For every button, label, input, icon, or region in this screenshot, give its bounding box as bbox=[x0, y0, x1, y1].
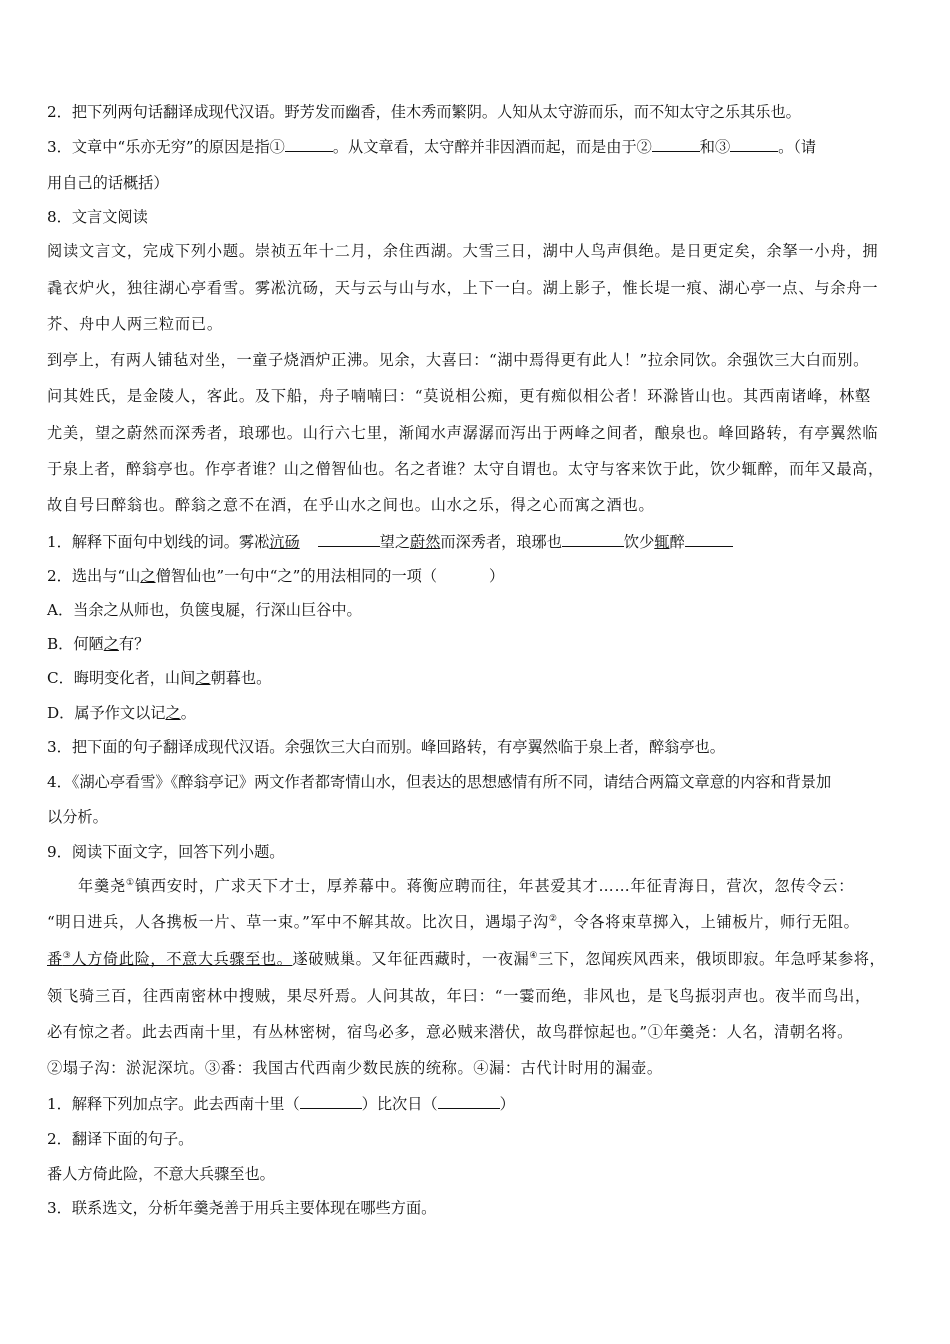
q8-3-line: 3．把下面的句子翻译成现代汉语。余强饮三大白而别。峰回路转，有亭翼然临于泉上者，醉翁亭也。 bbox=[47, 738, 725, 756]
option-c: C．晦明变化者，山间之朝暮也。 bbox=[47, 669, 272, 687]
option-d: D．属予作文以记之。 bbox=[47, 704, 196, 722]
passage-line: 问其姓氏，是金陵人，客此。及下船，舟子喃喃曰：“莫说相公痴，更有痴似相公者！环滁皆山也。其西南诸峰，林壑 bbox=[47, 387, 871, 405]
q9-1-line: 1．解释下列加点字。此去西南十里（ ）比次日（ ） bbox=[47, 1095, 515, 1113]
q8-1-line: 1．解释下面句中划线的词。雾凇沆砀 望之蔚然而深秀者，琅琊也 饮少辄醉 bbox=[47, 532, 733, 552]
answer-blank[interactable] bbox=[318, 532, 380, 547]
answer-blank[interactable] bbox=[438, 1094, 500, 1109]
passage-line: 领飞骑三百，往西南密林中搜贼，果尽歼焉。人问其故，年曰：“一霎而绝，非风也，是飞鸟振羽声也。夜半而鸟出， bbox=[47, 987, 871, 1005]
q8-4-line: 4．《湖心亭看雪》《醉翁亭记》两文作者都寄情山水，但表达的思想感情有所不同，请结合两篇文章意的内容和背景加 bbox=[47, 773, 832, 791]
passage-line: 于泉上者，醉翁亭也。作亭者谁？山之僧智仙也。名之者谁？太守自谓也。太守与客来饮于此，饮少辄醉，而年又最高， bbox=[47, 460, 884, 478]
passage-line: 番③人方倚此险，不意大兵骤至也。遂破贼巢。又年征西藏时，一夜漏④三下，忽闻疾风西来，俄顷即寂。年急呼某参将， bbox=[47, 950, 886, 968]
q8-4-cont: 以分析。 bbox=[47, 808, 108, 826]
passage-line: 到亭上，有两人铺毡对坐，一童子烧酒炉正沸。见余，大喜曰：“湖中焉得更有此人！”拉余同饮。余强饮三大白而别。 bbox=[47, 351, 869, 369]
q9-2-sentence: 番人方倚此险，不意大兵骤至也。 bbox=[47, 1165, 275, 1183]
section-9-heading: 9．阅读下面文字，回答下列小题。 bbox=[47, 843, 285, 861]
q9-2-line: 2．翻译下面的句子。 bbox=[47, 1130, 194, 1148]
passage-line: 年羹尧①镇西安时，广求天下才士，厚养幕中。蒋衡应聘而往，年甚爱其才……年征青海日，营次，忽传令云： bbox=[78, 877, 855, 895]
passage-line: 尤美，望之蔚然而深秀者，琅琊也。山行六七里，渐闻水声潺潺而泻出于两峰之间者，酿泉也。峰回路转，有亭翼然临 bbox=[47, 424, 879, 442]
answer-blank[interactable] bbox=[685, 532, 733, 547]
q7-3-line: 3．文章中“乐亦无穷”的原因是指① 。从文章看，太守醉并非因酒而起，而是由于② 和③ 。（请 bbox=[47, 138, 817, 156]
section-8-heading: 8．文言文阅读 bbox=[47, 208, 148, 226]
passage-line: 芥、舟中人两三粒而已。 bbox=[47, 315, 223, 333]
q9-3-line: 3．联系选文，分析年羹尧善于用兵主要体现在哪些方面。 bbox=[47, 1199, 437, 1217]
passage-line: 毳衣炉火，独往湖心亭看雪。雾凇沆砀，天与云与山与水，上下一白。湖上影子，惟长堤一痕、湖心亭一点、与余舟一 bbox=[47, 279, 879, 297]
answer-blank[interactable] bbox=[300, 1094, 362, 1109]
answer-blank-3[interactable] bbox=[730, 137, 778, 152]
option-a: A．当余之从师也，负箧曳屣，行深山巨谷中。 bbox=[47, 601, 362, 619]
footnotes-line: ②塌子沟：淤泥深坑。③番：我国古代西南少数民族的统称。④漏：古代计时用的漏壶。 bbox=[47, 1059, 663, 1077]
passage-line: 阅读文言文，完成下列小题。崇祯五年十二月，余住西湖。大雪三日，湖中人鸟声俱绝。是日更定矣，余拏一小舟，拥 bbox=[47, 242, 879, 260]
q8-2-line: 2．选出与“山之僧智仙也”一句中“之”的用法相同的一项（ ） bbox=[47, 567, 505, 585]
passage-line: 故自号曰醉翁也。醉翁之意不在酒，在乎山水之间也。山水之乐，得之心而寓之酒也。 bbox=[47, 496, 655, 514]
answer-blank-2[interactable] bbox=[652, 137, 700, 152]
answer-blank[interactable] bbox=[562, 532, 624, 547]
passage-line: “明日进兵，人各携板一片、草一束。”军中不解其故。比次日，遇塌子沟②，令各将束草掷入，上铺板片，师行无阻。 bbox=[47, 913, 860, 931]
q7-3-cont: 用自己的话概括） bbox=[47, 174, 169, 192]
answer-blank-1[interactable] bbox=[285, 137, 333, 152]
passage-line: 必有惊之者。此去西南十里，有丛林密树，宿鸟必多，意必贼来潜伏，故鸟群惊起也。”①年羹尧：人名，清朝名将。 bbox=[47, 1023, 853, 1041]
q7-2-line: 2．把下列两句话翻译成现代汉语。野芳发而幽香，佳木秀而繁阴。人知从太守游而乐，而不知太守之乐其乐也。 bbox=[47, 103, 801, 121]
option-b: B．何陋之有？ bbox=[47, 635, 150, 653]
